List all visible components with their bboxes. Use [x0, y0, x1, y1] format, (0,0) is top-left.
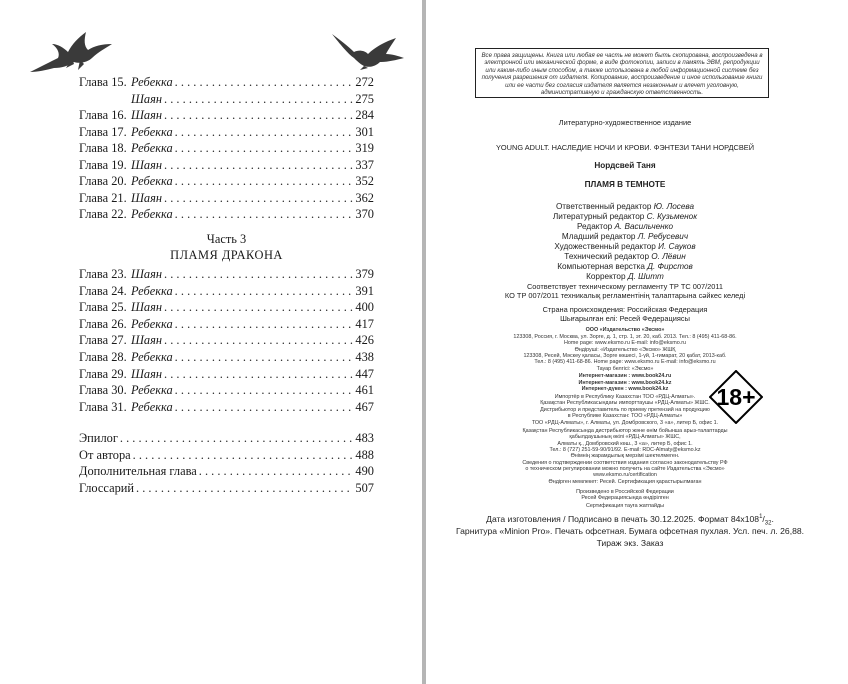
toc-leader-dots [199, 463, 354, 479]
toc-page-number: 319 [355, 141, 374, 155]
toc-page-number: 352 [355, 174, 374, 188]
toc-leader-dots [164, 266, 353, 282]
credit-line [440, 202, 810, 211]
toc-row [79, 316, 374, 332]
series: YOUNG ADULT. НАСЛЕДИЕ НОЧИ И КРОВИ. ФЭНТЕЗИ ТАНИ НОРДСВЕЙ [495, 143, 755, 152]
toc-leader-dots [164, 366, 353, 382]
toc-leader-dots [175, 283, 354, 299]
credit-line [440, 242, 810, 251]
toc-leader-dots [175, 124, 354, 140]
credit-role: Литературный редактор [552, 212, 645, 221]
dragon-right-icon [330, 30, 406, 70]
credit-name: Д. Фирстов [647, 262, 693, 271]
manufacturer-kz-address: 123308, Ресей, Мәскеу қаласы, Зорге көшесі, 1-үй, 1-ғимарат, 20 қабат, 2013-каб. [523, 353, 727, 359]
toc-chapter-title: Ребекка [131, 207, 173, 221]
toc-row [79, 266, 374, 282]
toc-page-number: 488 [355, 447, 374, 462]
toc-page-number: 272 [355, 75, 374, 89]
print-date: Дата изготовления / Подписано в печать 30.12.2025. Формат 84х108 [486, 514, 760, 524]
toc-address: ТОО «РДЦ-Алматы», г. Алматы, ул. Домбровского, 3 «а», литер Б, офис 1. [531, 420, 719, 426]
importer-2: Қазақстан Республикасындағы импорттаушы «РДЦ-Алматы» ЖШС. [540, 400, 710, 406]
book-title: ПЛАМЯ В ТЕМНОТЕ [584, 180, 666, 189]
toc-page-number: 284 [355, 108, 374, 122]
toc-leader-dots [175, 399, 354, 415]
credit-role: Технический редактор [564, 252, 649, 261]
credit-role: Ответственный редактор [555, 202, 652, 211]
shop-1: Интернет-магазин : www.book24.ru [578, 373, 672, 379]
importer-1: Импортёр в Республику Казахстан ТОО «РДЦ-Алматы». [554, 394, 696, 400]
distributor-5: Алматы қ., Домбровский көш., 3 «а», литер Б, офис 1. [557, 441, 693, 447]
toc-page-number: 426 [355, 333, 374, 348]
produced-2: Ресей Федерациясында өндірілген [581, 495, 669, 501]
toc-row [79, 91, 374, 107]
credit-role: Компьютерная верстка [557, 262, 645, 271]
toc-chapter-title: Шаян [131, 157, 163, 172]
toc-chapter-number: Глава 18. [79, 141, 127, 155]
age-rating-text: 18+ [716, 383, 756, 410]
toc-section-title: Дополнительная глава [79, 464, 197, 478]
toc-row [79, 349, 374, 365]
toc-chapter-title: Шаян [131, 267, 163, 281]
toc-row [79, 480, 374, 496]
toc-page-number: 301 [355, 124, 374, 139]
toc-leader-dots [175, 74, 354, 90]
toc-page-number: 337 [355, 157, 374, 172]
credit-name: О. Лёвин [651, 252, 686, 261]
toc-row [79, 299, 374, 315]
toc-chapter-number: Глава 29. [79, 366, 127, 381]
toc-leader-dots [175, 316, 354, 332]
copyright-notice: Все права защищены. Книга или любая ее часть не может быть скопирована, воспроизведена в электронной или механической форме, в виде фотокопии, записи в память ЭВМ, репродукции или каким-либо иным способом, а также использована в любой информационной системе без получения разрешения от издателя. Копирование, воспроизведение и иное использование книги или ее части без согласия издателя является незаконным и влечет уголовную, административную и гражданскую ответственность. [475, 48, 769, 98]
toc-chapter-number: Глава 27. [79, 333, 127, 348]
publisher-web: Home page: www.eksmo.ru E-mail: info@eksmo.ru [563, 340, 686, 346]
cert-2: о техническом регулировании можно получить на сайте Издательства «Эксмо» [525, 466, 725, 472]
toc-row [79, 366, 374, 382]
toc-leader-dots [175, 140, 354, 156]
toc-leader-dots [133, 447, 354, 463]
part-title: ПЛАМЯ ДРАКОНА [170, 248, 283, 262]
distributor-6: Тел.: 8 (727) 251-59-90/91/92. E-mail: RDC-Almaty@eksmo.kz [549, 447, 701, 453]
credit-name: А. Васильченко [614, 222, 674, 231]
toc-leader-dots [136, 480, 353, 496]
credit-line [440, 272, 810, 281]
origin-1: Страна происхождения: Российская Федерация [542, 305, 708, 314]
toc-leader-dots [164, 107, 353, 123]
print-date-line: Дата изготовления / Подписано в печать 30.12.2025. Формат $84х108^1/_{32}$. [486, 514, 774, 527]
toc-chapter-number: Глава 23. [79, 267, 127, 281]
toc-chapter-title: Ребекка [131, 174, 173, 188]
publisher-name: ООО «Издательство «Эксмо» [585, 327, 665, 333]
format-fraction-num: 1 [759, 514, 763, 521]
toc-chapter-title: Шаян [131, 190, 163, 205]
toc-row [79, 74, 374, 90]
toc-page-number: 391 [355, 283, 374, 298]
credit-name: Ю. Лосева [653, 202, 695, 211]
toc-row [79, 173, 374, 189]
toc-chapter-number: Глава 28. [79, 350, 127, 364]
toc-chapter-title: Ребекка [131, 399, 173, 414]
toc-row [79, 157, 374, 173]
toc-leader-dots [175, 173, 354, 189]
shop-2: Интернет-магазин : www.book24.kz [578, 380, 672, 386]
regulation-1: Соответствует техническому регламенту ТР ТС 007/2011 [526, 282, 724, 291]
toc-page-number: 461 [355, 383, 374, 398]
cert-5: Сертификация тауға жатпайды [585, 503, 665, 509]
genre: Литературно-художественное издание [558, 118, 692, 127]
author: Нордсвей Таня [594, 161, 656, 170]
format-fraction-den: 32 [764, 520, 772, 527]
credit-line [440, 262, 810, 271]
shop-3: Интернет-дүкен : www.book24.kz [581, 386, 669, 392]
toc-leader-dots [175, 382, 354, 398]
toc-leader-dots [164, 299, 353, 315]
toc-row [79, 382, 374, 398]
toc-chapter-number: Глава 24. [79, 283, 127, 298]
toc-chapter-number: Глава 21. [79, 190, 127, 205]
toc-row [79, 206, 374, 222]
credit-role: Художественный редактор [554, 242, 656, 251]
regulation-2: КО ТР 007/2011 техникалық регламентінің талаптарына сәйкес келеді [504, 291, 746, 300]
cert-4: Өндірген мемлекет: Ресей. Сертификация қарастырылмаған [548, 479, 702, 485]
toc-chapter-title: Ребекка [131, 316, 173, 331]
toc-chapter-number: Глава 26. [79, 316, 127, 331]
toc-row [79, 107, 374, 123]
toc-page-number: 370 [355, 207, 374, 221]
credit-name: И. Сауков [658, 242, 696, 251]
credit-role: Корректор [586, 272, 626, 281]
validity: Өнімнің жарамдылық мерзімі шектелмеген. [570, 453, 680, 459]
toc-row [79, 190, 374, 206]
manufacturer-kz: Өндіруші: «Издательство «Эксмо» ЖШҚ [574, 347, 676, 353]
toc-section-title: Эпилог [79, 431, 118, 445]
credit-line [440, 252, 810, 261]
toc-section-title: Глоссарий [79, 480, 135, 495]
print-run-line: Тираж экз. Заказ [596, 538, 664, 548]
toc-row [79, 283, 374, 299]
credit-role: Младший редактор [561, 232, 636, 241]
toc-page-number: 362 [355, 190, 374, 205]
toc-page-number: 275 [355, 91, 374, 106]
dragon-left-icon [28, 28, 116, 74]
toc-row [79, 399, 374, 415]
toc-row [79, 447, 374, 463]
typeface-line: Гарнитура «Minion Pro». Печать офсетная. Бумага офсетная пухлая. Усл. печ. л. 26,88. [455, 526, 805, 536]
toc-chapter-number: Глава 16. [79, 108, 127, 122]
credit-line [440, 222, 810, 231]
toc-chapter-number: Глава 19. [79, 157, 127, 172]
toc-page-number: 438 [355, 350, 374, 364]
toc-page-number: 490 [355, 464, 374, 478]
toc-chapter-title: Шаян [131, 333, 163, 348]
credit-name: С. Кузьменок [646, 212, 698, 221]
toc-page-number: 483 [355, 431, 374, 445]
toc-leader-dots [164, 332, 353, 348]
toc-chapter-title: Ребекка [131, 383, 173, 398]
toc-chapter-number: Глава 20. [79, 174, 127, 188]
toc-leader-dots [120, 430, 354, 446]
toc-section-title: От автора [79, 447, 131, 462]
toc-chapter-title: Шаян [131, 108, 163, 122]
toc-leader-dots [175, 206, 354, 222]
credit-line [440, 212, 810, 221]
toc-chapter-title: Ребекка [131, 350, 173, 364]
credit-role: Редактор [576, 222, 613, 231]
toc-row [79, 140, 374, 156]
toc-row [79, 463, 374, 479]
toc-chapter-title: Шаян [131, 91, 163, 106]
credit-name: Л. Ребусевич [637, 232, 689, 241]
distributor-1: Дистрибьютор и представитель по приему претензий на продукцию [540, 407, 710, 413]
toc-page-number: 507 [355, 480, 374, 495]
toc-chapter-title: Ребекка [131, 75, 173, 89]
toc-leader-dots [164, 190, 353, 206]
manufacturer-kz-tel: Тел.: 8 (495) 411-68-86. Home page: www.eksmo.ru E-mail: info@eksmo.ru [534, 359, 716, 365]
toc-page-number: 379 [355, 267, 374, 281]
distributor-4: қабылдаушының өкілі «РДЦ-Алматы» ЖШС, [569, 434, 681, 440]
toc-page-number: 447 [355, 366, 374, 381]
toc-page-number: 417 [355, 316, 374, 331]
toc-chapter-title: Шаян [131, 300, 163, 315]
toc-leader-dots [164, 157, 353, 173]
toc-row [79, 124, 374, 140]
toc-chapter-number: Глава 30. [79, 383, 127, 398]
trademark: Тауар белгісі: «Эксмо» [596, 366, 654, 372]
toc-row [79, 430, 374, 446]
credit-line [440, 232, 810, 241]
distributor-2: в Республике Казахстан: ТОО «РДЦ-Алматы» [567, 413, 683, 419]
toc-leader-dots [164, 91, 353, 107]
toc-page-number: 467 [355, 399, 374, 414]
toc-chapter-title: Ребекка [131, 141, 173, 155]
toc-chapter-number: Глава 22. [79, 207, 127, 221]
toc-page-number: 400 [355, 300, 374, 315]
toc-chapter-title: Шаян [131, 366, 163, 381]
toc-row [79, 332, 374, 348]
origin-2: Шығарылған елі: Ресей Федерациясы [560, 314, 690, 323]
toc-chapter-number: Глава 25. [79, 300, 127, 315]
toc-chapter-title: Ребекка [131, 283, 173, 298]
toc-chapter-number: Глава 17. [79, 124, 127, 139]
cert-1: Сведения о подтверждении соответствия издания согласно законодательству РФ [522, 460, 728, 466]
toc-chapter-number: Глава 31. [79, 399, 127, 414]
toc-chapter-number: Глава 15. [79, 75, 127, 89]
cert-3: www.eksmo.ru/certification [593, 472, 657, 478]
credit-name: Д. Шитт [627, 272, 664, 281]
distributor-3: Қазақстан Республикасында дистрибьютор және өнім бойынша арыз-талаптарды [522, 428, 728, 434]
publisher-address: 123308, Россия, г. Москва, ул. Зорге, д. 1, стр. 1, эт. 20, каб. 2013. Тел.: 8 (495) 411-68-86. [513, 334, 737, 340]
toc-leader-dots [175, 349, 354, 365]
produced-1: Произведено в Российской Федерации [576, 489, 674, 495]
toc-chapter-title: Ребекка [131, 124, 173, 139]
part-number: Часть 3 [206, 232, 247, 246]
